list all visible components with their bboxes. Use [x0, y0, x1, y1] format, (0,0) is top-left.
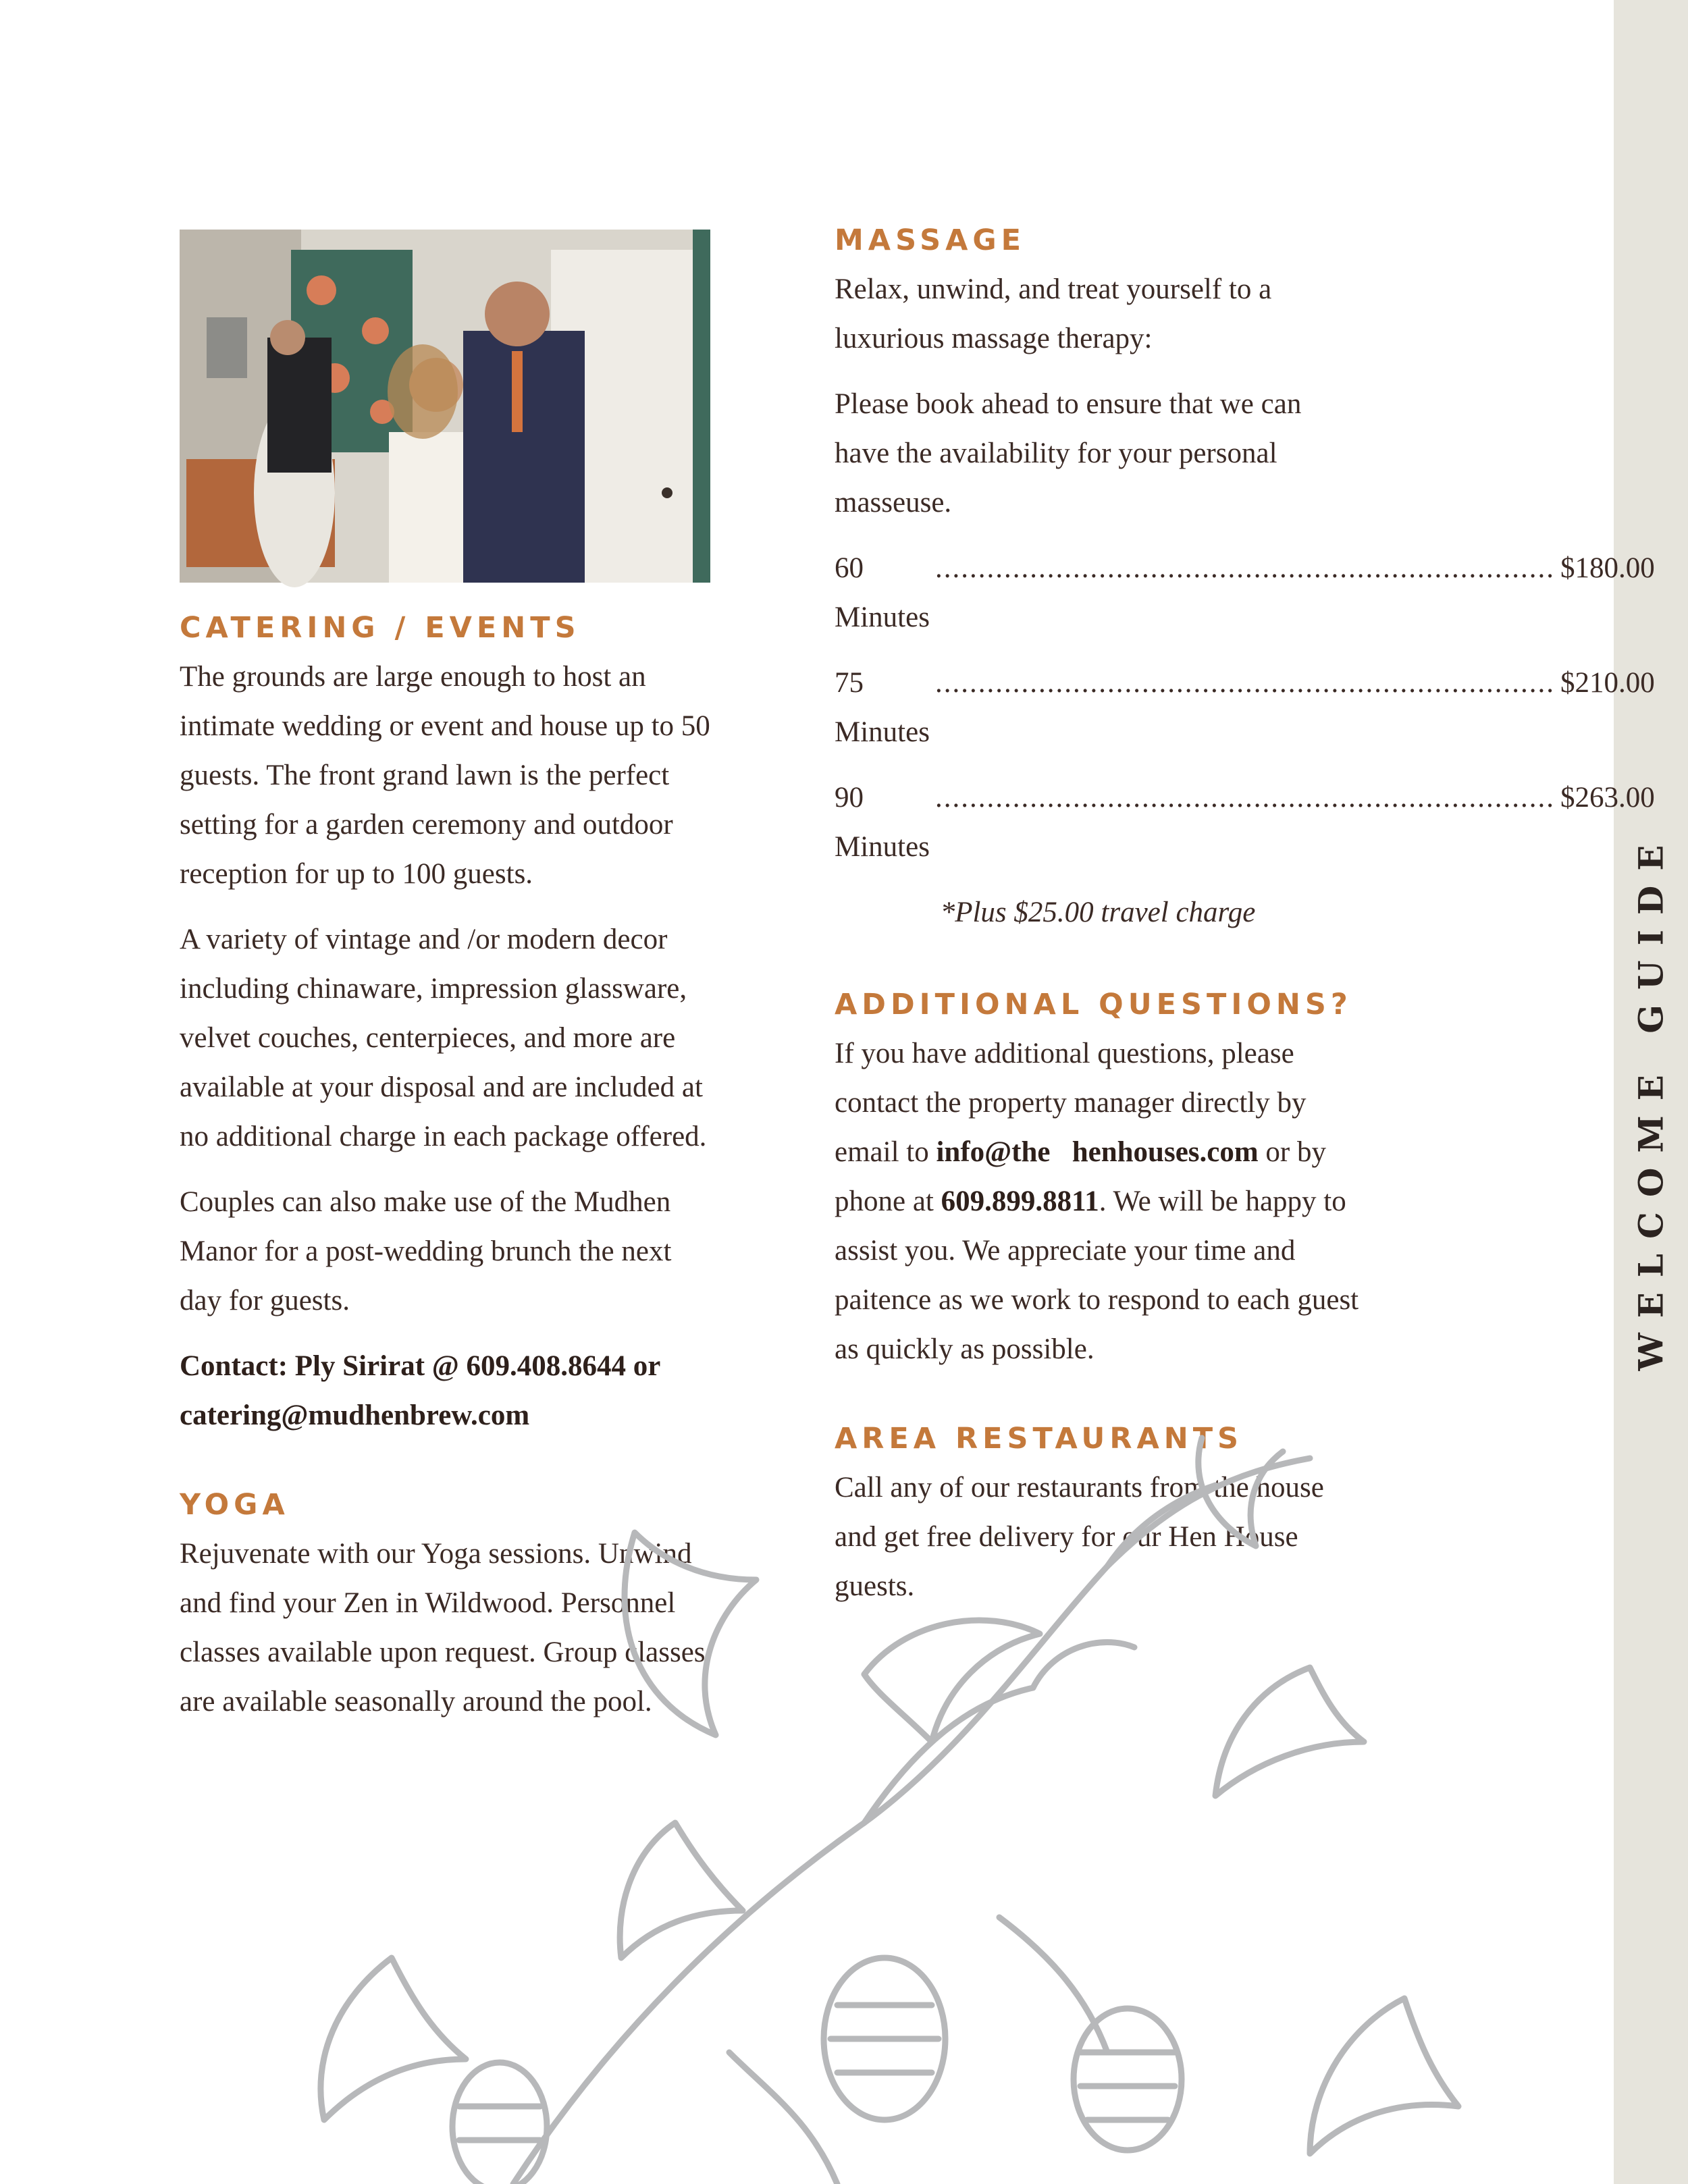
restaurants-paragraph: Call any of our restaurants from the house and get free delivery for our Hen House guests.	[835, 1472, 1324, 1602]
massage-price: $263.00	[1560, 782, 1655, 814]
wedding-photo	[180, 230, 710, 583]
massage-duration: 60 Minutes	[835, 552, 930, 633]
questions-text: or by phone at	[835, 1136, 1326, 1217]
hop-vine-icon	[321, 1438, 1458, 2184]
contact-email: info@the henhouses.com	[936, 1136, 1259, 1168]
floral-illustration	[257, 1445, 1485, 2184]
questions-heading: ADDITIONAL QUESTIONS?	[835, 988, 1352, 1021]
yoga-paragraph: Rejuvenate with our Yoga sessions. Unwind and find your Zen in Wildwood. Personnel classes available upon request. Group classes are available seasonally around the pool.	[180, 1538, 706, 1717]
massage-price: $180.00	[1560, 552, 1655, 584]
catering-paragraph-1: The grounds are large enough to host an intimate wedding or event and house up to 50 guests. The front grand lawn is the perfect setting for a garden ceremony and outdoor reception for up to 100 guests.	[180, 661, 710, 890]
dot-leader: ........................................................................	[934, 552, 1555, 584]
wedding-photo-illustration	[180, 230, 710, 583]
sidebar-label: WELCOME GUIDE	[1631, 830, 1671, 1371]
massage-price: $210.00	[1560, 667, 1655, 699]
yoga-heading: YOGA	[180, 1488, 290, 1522]
catering-contact: Contact: Ply Sirirat @ 609.408.8644 or catering@mudhenbrew.com	[180, 1350, 660, 1431]
travel-charge-note: *Plus $25.00 travel charge	[940, 897, 1256, 928]
massage-duration: 90 Minutes	[835, 782, 930, 863]
massage-duration: 75 Minutes	[835, 667, 930, 748]
catering-paragraph-3: Couples can also make use of the Mudhen Manor for a post-wedding brunch the next day for guests.	[180, 1186, 672, 1316]
massage-price-row	[835, 773, 1655, 872]
dot-leader: ........................................................................	[934, 782, 1555, 814]
massage-heading: MASSAGE	[835, 223, 1026, 257]
questions-text: If you have additional questions, please contact the property manager directly by email to	[835, 1038, 1307, 1168]
massage-price-row	[835, 543, 1655, 642]
questions-paragraph	[835, 1029, 1361, 1374]
questions-text: . We will be happy to assist you. We appreciate your time and paitence as we work to respond to each guest as quickly as possible.	[835, 1186, 1359, 1365]
massage-paragraph-1: Relax, unwind, and treat yourself to a luxurious massage therapy:	[835, 273, 1272, 354]
catering-paragraph-2: A variety of vintage and /or modern decor including chinaware, impression glassware, velvet couches, centerpieces, and more are available at your disposal and are included at no additional charge in each package offered.	[180, 924, 707, 1152]
restaurants-heading: AREA RESTAURANTS	[835, 1422, 1244, 1456]
dot-leader: ........................................................................	[934, 667, 1555, 699]
massage-paragraph-2: Please book ahead to ensure that we can have the availability for your personal masseuse.	[835, 388, 1302, 518]
contact-phone: 609.899.8811	[941, 1186, 1099, 1217]
massage-price-row	[835, 658, 1655, 757]
catering-heading: CATERING / EVENTS	[180, 611, 581, 645]
